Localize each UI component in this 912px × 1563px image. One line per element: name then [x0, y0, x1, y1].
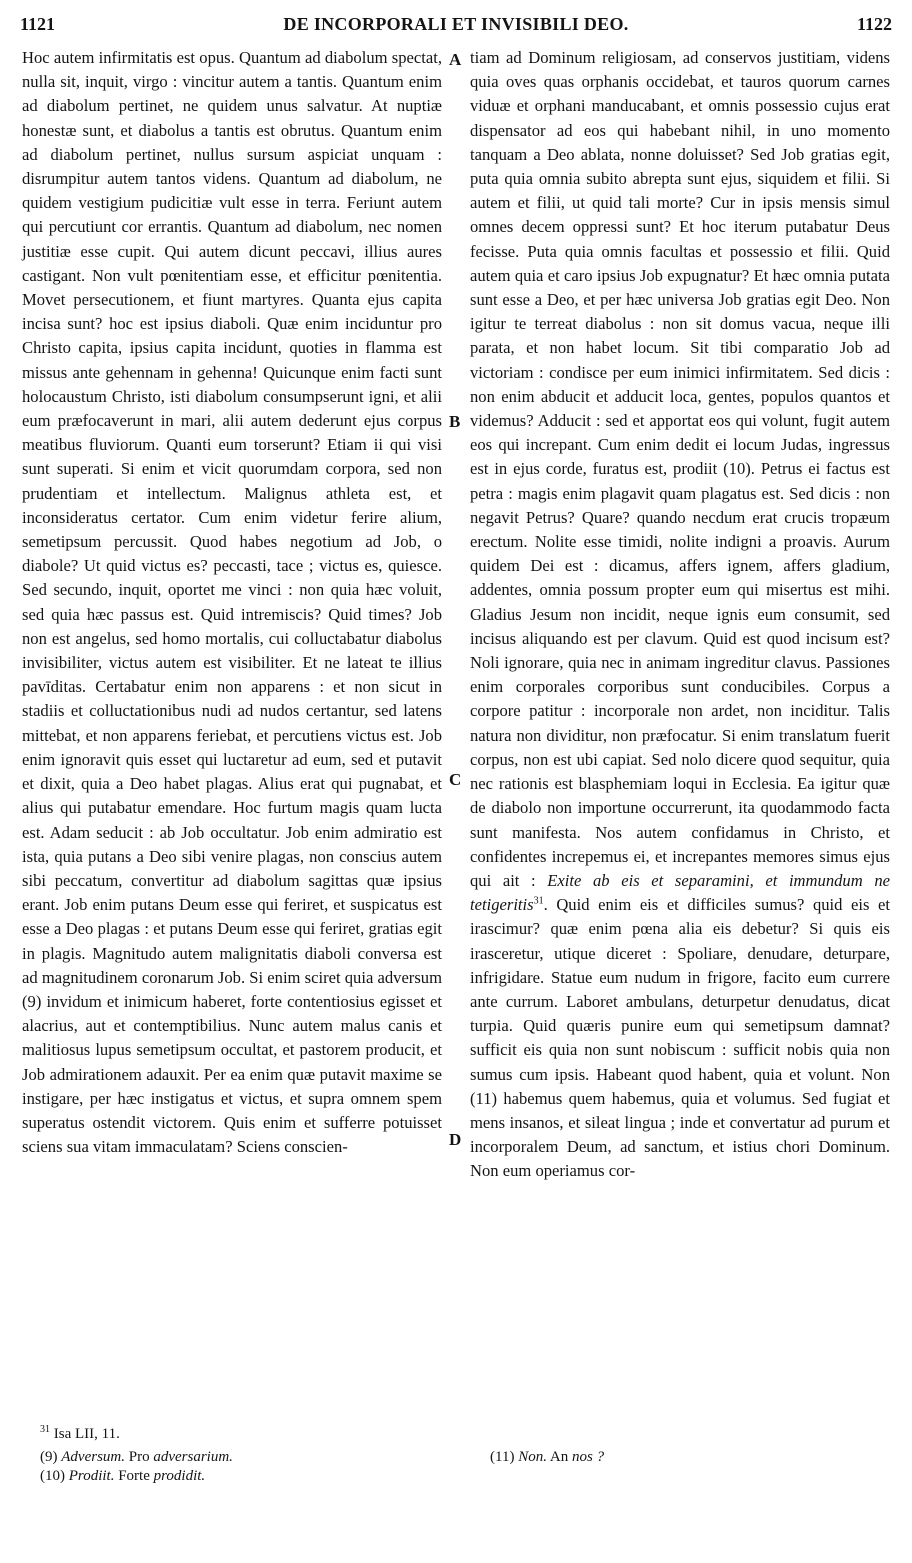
- footnote-10-text: Forte: [118, 1468, 150, 1484]
- footnote-9-lemma: Adversum.: [61, 1449, 125, 1465]
- left-column-text: Hoc autem infirmitatis est opus. Quantum ad diabolum spectat, nulla sit, inquit, virgo : vincitur autem a tantis. Quantum enim ad diabolum pertinet, ne quidem unus salvatur. At nuptiæ honestæ sunt, et diabolus a tantis est obrutus. Quantum enim ad diabolum pertinet, nullus sursum aspiciat unquam : disrumpitur autem tantos videns. Quantum ad diabolum, ne quidem vestigium pudicitiæ vult esse in terra. Feriunt autem qui percutiunt cor errantis. Quantum ad diabolum, nec nomen justitiæ esse cupit. Qui autem dicunt peccavi, illius aures castigant. Non vult pœnitentiam esse, et efficitur pœnitentia. Movet persecutionem, et fiunt martyres. Quanta ejus capita incisa sunt? hoc est ipsius diaboli. Quæ enim inciduntur pro Christo capita, ipsius capita incidunt, quoties in flamma est missus ante gehennam in gehenna! Quicunque enim facti sunt holocaustum Christo, isti diabolum consumpserunt igni, et alii eum præfocaverunt in mari, alii autem dederunt ejus corpus meatibus fluviorum. Quanti eum torserunt? Etiam ii qui visi sunt superati. Si enim et vicit quorumdam corpora, sed non prudentiam et intellectum. Malignus athleta est, et inconsideratus certator. Cum enim videtur ferire alium, semetipsum percussit. Quod habes negotium ad Job, o diabole? Ut quid victus es? peccasti, tace ; victus es, quiesce. Sed secundo, inquit, oportet me vinci : non quia hæc voluit, sed quia hæc passus est. Quid intremiscis? Quid times? Job non est angelus, sed homo mortalis, cui colluctabatur diabolus invisibiliter, victus autem est visibiliter. Et ne lateat te illius pavīditas. Certabatur enim non apparens : et non sicut in stadiis et colluctationibus nudi ad nudos certantur, sed latens mittebat, et non apparens feriebat, et percutiens victus est. Job enim ignoravit quis esset qui luctaretur ad eum, sed et putavit et dixit, quia a Deo habet plagas. Alius erat qui pugnabat, et alius qui putabatur emendare. Hoc furtum magis quam lucta est. Adam seducit : ab Job occultatur. Job enim admiratio est ista, quia putans a Deo sibi venire plagas, non conscius autem sibi peccatum, convertitur ad diabolum sagittas quæ ipsius erant. Job enim putans Deum esse qui feriret, et suspicatus est esse a Deo plagas : et putans Deum esse qui feriret, gratias egit in plagis. Magnitudo autem malignitatis diaboli conversa est ad magnitudinem coronarum Job. Si enim sciret quia adversum (9) invidum et inimicum haberet, forte contentiosius egisset et alacrius, aut et contemptibilius. Nunc autem malus canis et malitiosus lupus semetipsum occultat, et pastorem producit, et Job admirationem adauxit. Per ea enim quæ putavit maxime se instigare, per hæc instigatus et victus, et supra omnem spem superatus ostendit victorem. Quis enim et sufferre potuisset sciens sua vitam immaculatam? Sciens conscien-: [22, 48, 442, 1157]
- footnote-31-text: Isa LII, 11.: [53, 1426, 120, 1442]
- page-number-right: 1122: [856, 14, 892, 34]
- footnote-10-number: (10): [40, 1468, 65, 1484]
- footnote-9-number: (9): [40, 1449, 58, 1465]
- left-column: [22, 46, 442, 1159]
- footnote-11-text: An: [549, 1449, 569, 1465]
- margin-marker-b: B: [449, 412, 461, 431]
- right-column: [470, 46, 890, 1184]
- footnote-31: [40, 1425, 120, 1444]
- footnote-10: [40, 1467, 205, 1486]
- footnote-11-number: (11): [490, 1449, 515, 1465]
- right-text-before-quote: tiam ad Dominum religiosam, ad conservos justitiam, videns quia oves quas orphanis occidebat, et tauros quorum carnes viduæ et orphani manducabant, et omnis possessio cujus erat dispensator ad eos qui habebant nihil, in uno momento tanquam a Deo ablata, nonne doluisset? Sed Job gratias egit, puta quia omnia subito abrepta sunt ejus, siquidem et filii. Si autem et filii, ut quid tali morte? Cur in ipsis mensis simul omnes decem oppressi sunt? Et hoc iterum putabatur Deus fecisse. Puta quia omnis facultas et possessio et filii. Quid autem quia et caro ipsius Job expugnatur? Et hæc omnia putata sunt esse a Deo, et per hæc universa Job gratias egit Deo. Non igitur te terreat diabolus : non sit domus vacua, neque illi parata, et non habet locum. Sit tibi comparatio Job ad victoriam : condisce per eum inimici infirmitatem. Sed dicis : non enim abducit et adducit loca, gentes, populos quantos et videmus? Adducit : sed et apportat eos qui volunt, fugit autem eos qui increpant. Cum enim dedit ei locum Judas, ingressus est in ejus corde, furatus est, prodiit (10). Petrus ei factus est petra : magis enim plagavit quam plagatus est. Sed dicis : non negavit Petrus? Quare? quando necdum erat crucis tropæum erectum. Nolite esse timidi, nolite indigni a proavis. Aurum quidem Dei est : dicamus, affers ignem, affers gladium, addentes, omnia possum propter eum qui misertus est mihi. Gladius Jesum non incidit, neque ignis eum consumit, sed incisus aliquando est per clavum. Quid est quod incisum est? Noli ignorare, quia nec in animam ingreditur clavus. Passiones enim corporales corporibus sunt conducibiles. Corpus a corpore patitur : incorporale non ardet, non inciditur. Talis natura non dividitur, non præfocatur. Si enim translatum fuerit corpus, non est ubi capiat. Sed nolo dicere quod sequitur, quia nec rationis est blasphemiam loqui in Ecclesia. Ea igitur quæ de diabolo non importune occurrerunt, ita quodammodo facta sunt manifesta. Nos autem confidamus in Christo, et confidentes increpemus ei, et increpantes memores simus ejus qui ait :: [470, 48, 890, 890]
- scripture-quote: Exite ab eis et separamini, et immundum ne tetigeritis: [470, 870, 890, 915]
- page-number-left: 1121: [20, 14, 56, 34]
- footnote-9: [40, 1448, 233, 1467]
- right-text-after-quote: . Quid enim eis et difficiles sumus? quid eis et irascimur? quæ enim pœna alia eis debetur? Si quis eis irasceretur, utique diceret : Spoliare, denudare, deturpare, infrigidare. Statue eum nudum in frigore, facito eum currere ante currum. Laboret ambulans, deturpetur denudatus, dicat turpia. Quid quæris punire eum qui semetipsum damnat? sufficit eis quia non sunt nobiscum : sufficit nobis quia non sumus cum ipsis. Habeant quod habent, quia et volunt. Non (11) habemus quem habemus, quia et volumus. Sed fugiat et mens insanos, et sileat lingua ; inde et convertatur ad purum et incorporalem Deum, ad sanctum, et istius chori Dominum. Non eum operiamus cor-: [470, 895, 890, 1181]
- footnote-10-italic: prodidit.: [153, 1468, 206, 1484]
- margin-marker-d: D: [449, 1130, 462, 1149]
- footnote-31-number: 31: [40, 1424, 50, 1435]
- footnote-10-lemma: Prodiit.: [68, 1468, 115, 1484]
- footnote-11-lemma: Non.: [518, 1449, 547, 1465]
- footnote-11: [490, 1448, 604, 1467]
- footnote-9-italic: adversarium.: [153, 1449, 233, 1465]
- margin-marker-a: A: [449, 50, 462, 69]
- quote-footnote-ref: 31: [533, 895, 544, 907]
- footnote-9-text: Pro: [128, 1449, 150, 1465]
- margin-marker-c: C: [449, 770, 462, 789]
- running-header: [20, 14, 892, 40]
- footnote-11-italic: nos ?: [571, 1449, 605, 1465]
- running-title: DE INCORPORALI ET INVISIBILI DEO.: [283, 14, 629, 34]
- right-column-text: [470, 46, 890, 1184]
